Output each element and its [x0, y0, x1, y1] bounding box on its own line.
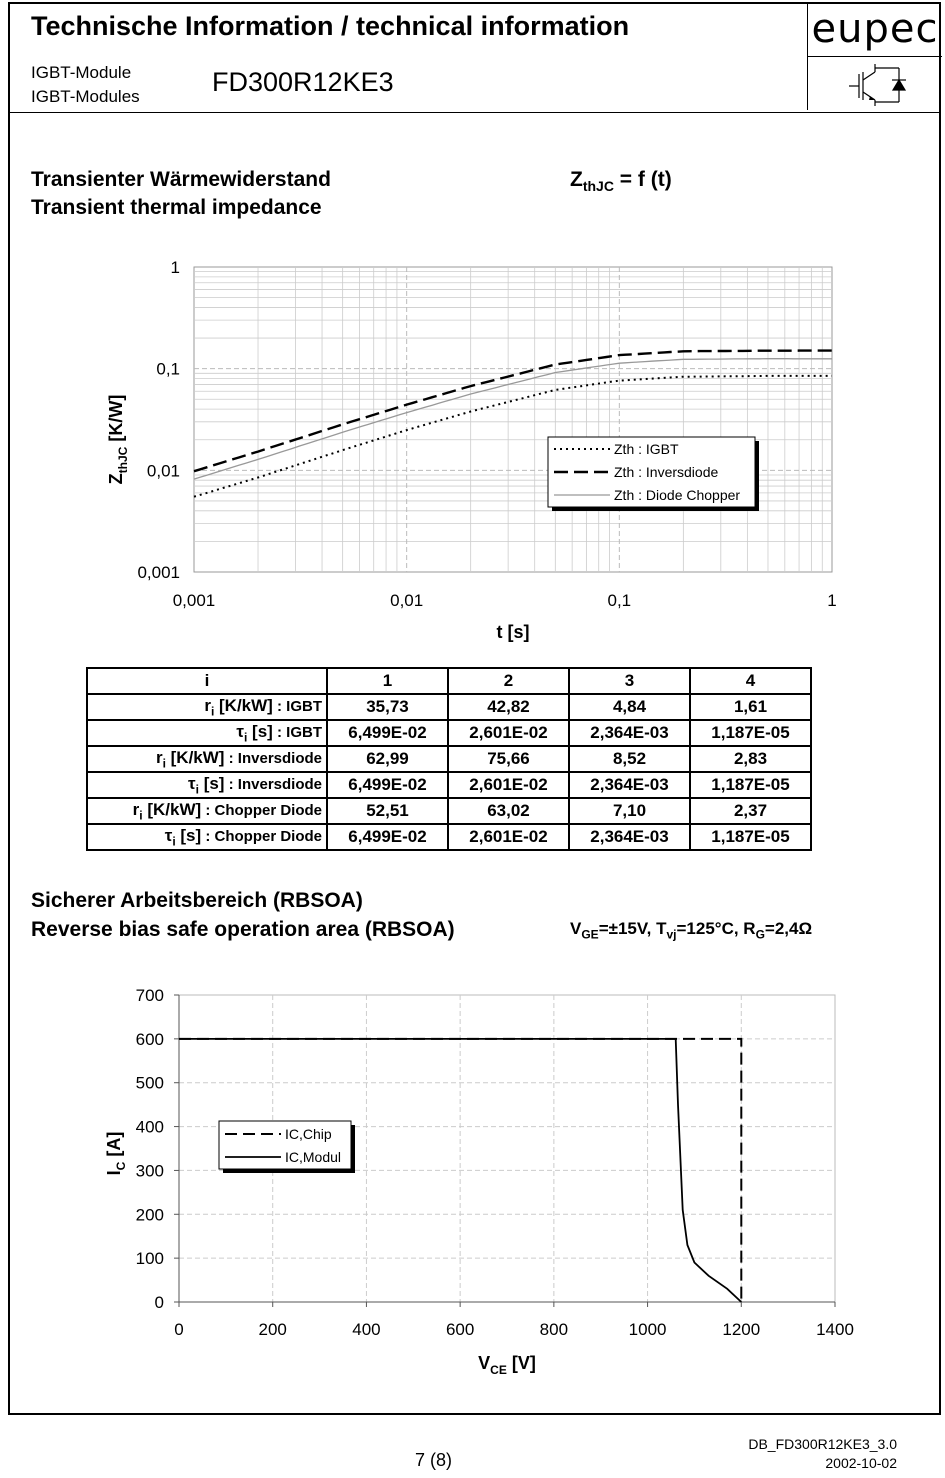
row-label-part: [K/kW] [214, 695, 273, 715]
row-label-part: [K/kW] [165, 747, 225, 767]
y-tick-label: 400 [135, 1117, 164, 1137]
row-label-part: : Chopper Diode [201, 827, 322, 845]
table-cell: 8,52 [569, 746, 690, 772]
part-number: FD300R12KE3 [212, 67, 394, 97]
x-tick-label: 0,1 [607, 591, 632, 610]
logo-box [807, 4, 942, 110]
table-row [87, 824, 811, 850]
row-label-part: : Chopper Diode [201, 801, 322, 819]
legend-label: Zth : Diode Chopper [614, 487, 741, 503]
y-tick-label: 700 [135, 986, 164, 1005]
y-axis-label [104, 1132, 128, 1176]
module-type-en: IGBT-Modules [31, 87, 140, 106]
thermal-parameter-table [86, 667, 812, 851]
module-type-de: IGBT-Module [31, 63, 132, 82]
cond-v: V [570, 919, 582, 938]
x-tick-label: 0,01 [390, 591, 424, 610]
x-tick-label: 1200 [722, 1320, 761, 1339]
cond-val: =2,4Ω [764, 919, 813, 938]
table-row [87, 694, 811, 720]
x-tick-label: 1400 [816, 1320, 854, 1339]
y-axis-label-sub: thJC [116, 446, 130, 474]
y-axis-label-rest: [A] [104, 1131, 124, 1162]
table-cell: 6,499E-02 [327, 824, 448, 850]
table-header-row [87, 668, 811, 694]
x-tick-label: 600 [445, 1320, 475, 1339]
table-cell: 2,364E-03 [569, 720, 690, 746]
table-cell: 6,499E-02 [327, 720, 448, 746]
row-label [87, 824, 327, 850]
formula-main: Z [570, 168, 583, 191]
row-label-part: i [172, 834, 176, 849]
table-header-cell: 2 [448, 668, 569, 694]
table-header-cell: i [87, 668, 327, 694]
table-cell: 1,187E-05 [690, 720, 811, 746]
x-tick-label: 400 [352, 1320, 381, 1339]
row-label-part: i [139, 808, 143, 823]
zth-chart [0, 240, 945, 660]
section2-title-de: Sicherer Arbeitsbereich (RBSOA) [31, 889, 363, 912]
y-tick-label: 1 [170, 258, 180, 277]
y-axis-label-main: I [104, 1170, 124, 1176]
table-cell: 52,51 [327, 798, 448, 824]
row-label-part: τ [236, 721, 244, 741]
row-label [87, 746, 327, 772]
y-tick-label: 600 [135, 1029, 164, 1049]
y-tick-label: 0 [154, 1293, 164, 1312]
row-label [87, 798, 327, 824]
table-cell: 1,187E-05 [690, 824, 811, 850]
x-tick-label: 0,001 [172, 591, 216, 610]
table-cell: 2,601E-02 [448, 772, 569, 798]
row-label-part: i [162, 756, 166, 771]
y-axis-label-rest: [K/W] [106, 394, 126, 447]
header-separator [10, 112, 939, 113]
row-label-part: [s] [175, 825, 202, 845]
x-axis-label-sub: CE [490, 1363, 507, 1377]
doc-date: 2002-10-02 [825, 1455, 897, 1471]
table-header-cell: 1 [327, 668, 448, 694]
section2-title-en: Reverse bias safe operation area (RBSOA) [31, 918, 455, 941]
y-axis-label [106, 395, 130, 485]
row-label-part: : IGBT [272, 697, 322, 715]
y-tick-label: 100 [135, 1249, 164, 1269]
row-label-part: r [132, 799, 140, 819]
x-tick-label: 0 [174, 1320, 184, 1339]
cond-t: =±15V, T [598, 919, 667, 938]
row-label-part: [s] [198, 773, 225, 793]
section1-title-de: Transienter Wärmewiderstand [31, 168, 331, 191]
x-tick-label: 1000 [628, 1320, 667, 1339]
row-label-part: r [204, 695, 211, 715]
table-cell: 2,364E-03 [569, 824, 690, 850]
table-row [87, 720, 811, 746]
table-cell: 6,499E-02 [327, 772, 448, 798]
legend-label: Zth : IGBT [614, 441, 679, 457]
row-label [87, 772, 327, 798]
table-cell: 4,84 [569, 694, 690, 720]
formula-rest: = f (t) [613, 168, 672, 191]
legend-label: Zth : Inversdiode [614, 464, 719, 480]
y-tick-label: 0,1 [156, 359, 180, 379]
table-cell: 2,601E-02 [448, 720, 569, 746]
y-tick-label: 0,01 [146, 461, 180, 481]
row-label-part: : Inversdiode [224, 749, 322, 767]
y-tick-label: 200 [135, 1205, 164, 1225]
section1-formula [570, 166, 672, 200]
y-tick-label: 0,001 [137, 563, 180, 582]
legend-label: IC,Modul [285, 1149, 342, 1165]
table-header-cell: 4 [690, 668, 811, 694]
table-row [87, 798, 811, 824]
section1-title-en: Transient thermal impedance [31, 196, 322, 219]
table-cell: 42,82 [448, 694, 569, 720]
page-number: 7 (8) [415, 1450, 453, 1470]
row-label-part: i [195, 782, 199, 797]
row-label-part: : Inversdiode [224, 775, 322, 793]
x-axis-label-main: V [478, 1353, 491, 1373]
row-label-part: τ [164, 825, 173, 845]
row-label-part: [K/kW] [142, 799, 202, 819]
table-cell: 35,73 [327, 694, 448, 720]
doc-id: DB_FD300R12KE3_3.0 [748, 1436, 897, 1452]
table-cell: 2,37 [690, 798, 811, 824]
table-cell: 75,66 [448, 746, 569, 772]
table-cell: 7,10 [569, 798, 690, 824]
plot-area [194, 267, 832, 572]
page-title: Technische Information / technical information [31, 11, 630, 41]
rbsoa-chart [0, 965, 945, 1385]
row-label-part: r [155, 747, 163, 767]
y-axis-label-sub: C [114, 1161, 128, 1171]
formula-sub: thJC [582, 178, 614, 195]
logo-separator [808, 56, 942, 57]
table-row [87, 772, 811, 798]
rbsoa-conditions [570, 919, 812, 941]
x-tick-label: 800 [539, 1320, 569, 1339]
row-label-part: τ [188, 773, 196, 793]
x-axis-label [478, 1353, 536, 1377]
table-cell: 2,364E-03 [569, 772, 690, 798]
row-label-part: i [243, 730, 248, 745]
x-axis-label: t [s] [496, 622, 530, 642]
cond-v-sub: GE [581, 927, 599, 942]
table-cell: 1,187E-05 [690, 772, 811, 798]
row-label-part: [s] [247, 721, 273, 741]
row-label [87, 720, 327, 746]
x-tick-label: 1 [827, 591, 837, 610]
table-row [87, 746, 811, 772]
cond-r: =125°C, R [676, 919, 756, 938]
row-label [87, 694, 327, 720]
y-tick-label: 500 [135, 1073, 164, 1093]
igbt-diode-symbol-icon [845, 62, 909, 106]
table-cell: 2,601E-02 [448, 824, 569, 850]
x-tick-label: 200 [258, 1320, 287, 1339]
y-axis-label-main: Z [106, 473, 126, 485]
brand-logo: eupec [811, 6, 939, 52]
y-tick-label: 300 [135, 1161, 164, 1181]
table-cell: 1,61 [690, 694, 811, 720]
table-cell: 2,83 [690, 746, 811, 772]
x-axis-label-rest: [V] [506, 1353, 536, 1373]
cond-r-sub: G [755, 927, 765, 942]
legend-label: IC,Chip [285, 1126, 332, 1142]
row-label-part: i [210, 704, 215, 719]
table-cell: 62,99 [327, 746, 448, 772]
table-cell: 63,02 [448, 798, 569, 824]
cond-t-sub: vj [666, 927, 677, 942]
row-label-part: : IGBT [272, 723, 322, 741]
table-header-cell: 3 [569, 668, 690, 694]
